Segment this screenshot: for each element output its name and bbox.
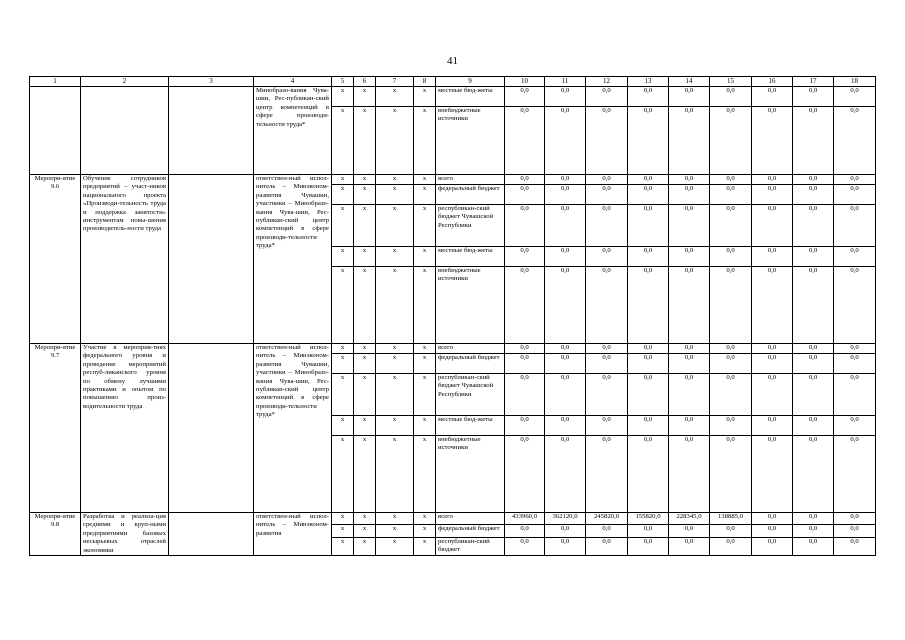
value-cell: 0,0 xyxy=(669,374,710,416)
value-cell: 0,0 xyxy=(628,247,669,267)
value-cell: 0,0 xyxy=(505,525,545,537)
mark-cell: x xyxy=(414,416,436,436)
measure-code-empty xyxy=(30,87,81,175)
value-cell: 0,0 xyxy=(669,416,710,436)
value-cell: 0,0 xyxy=(752,354,793,374)
value-cell: 0,0 xyxy=(505,344,545,354)
value-cell: 0,0 xyxy=(545,537,586,555)
value-cell: 0,0 xyxy=(752,537,793,555)
value-cell: 0,0 xyxy=(834,374,876,416)
mark-cell: x xyxy=(332,205,354,247)
page-number: 41 xyxy=(447,55,458,67)
value-cell: 0,0 xyxy=(752,344,793,354)
funding-source: республикан-ский бюджет Чувашской Республики xyxy=(436,205,505,247)
value-cell: 0,0 xyxy=(586,344,628,354)
value-cell: 0,0 xyxy=(752,87,793,107)
value-cell: 0,0 xyxy=(669,267,710,344)
column-number-11: 11 xyxy=(545,77,586,87)
funding-source: внебюджетные источники xyxy=(436,436,505,513)
mark-cell: x xyxy=(354,107,376,175)
column-number-1: 1 xyxy=(30,77,81,87)
value-cell: 0,0 xyxy=(669,107,710,175)
value-cell: 0,0 xyxy=(793,107,834,175)
value-cell: 0,0 xyxy=(586,436,628,513)
value-cell: 0,0 xyxy=(505,416,545,436)
column-number-2: 2 xyxy=(81,77,169,87)
mark-cell: x xyxy=(376,344,414,354)
value-cell: 0,0 xyxy=(505,354,545,374)
budget-table-sheet xyxy=(29,76,866,556)
funding-source: местные бюд-жеты xyxy=(436,416,505,436)
value-cell: 0,0 xyxy=(793,537,834,555)
value-cell: 0,0 xyxy=(752,513,793,525)
value-cell: 0,0 xyxy=(545,107,586,175)
table-row xyxy=(30,87,876,107)
value-cell: 0,0 xyxy=(710,87,752,107)
mark-cell: x xyxy=(354,374,376,416)
mark-cell: x xyxy=(376,205,414,247)
value-cell: 0,0 xyxy=(793,344,834,354)
value-cell: 0,0 xyxy=(545,436,586,513)
funding-source: республикан-ский бюджет Чувашской Республики xyxy=(436,374,505,416)
mark-cell: x xyxy=(414,267,436,344)
value-cell: 0,0 xyxy=(834,354,876,374)
value-cell: 0,0 xyxy=(669,525,710,537)
mark-cell: x xyxy=(414,175,436,185)
value-cell: 0,0 xyxy=(628,416,669,436)
value-cell: 0,0 xyxy=(505,247,545,267)
value-cell: 0,0 xyxy=(710,537,752,555)
mark-cell: x xyxy=(414,374,436,416)
mark-cell: x xyxy=(332,354,354,374)
mark-cell: x xyxy=(414,107,436,175)
mark-cell: x xyxy=(354,87,376,107)
column-3-empty xyxy=(169,344,254,513)
value-cell: 0,0 xyxy=(505,87,545,107)
value-cell: 228345,0 xyxy=(669,513,710,525)
value-cell: 0,0 xyxy=(545,205,586,247)
value-cell: 0,0 xyxy=(752,247,793,267)
mark-cell: x xyxy=(354,513,376,525)
value-cell: 0,0 xyxy=(793,87,834,107)
mark-cell: x xyxy=(414,185,436,205)
value-cell: 0,0 xyxy=(545,525,586,537)
funding-source: всего xyxy=(436,344,505,354)
funding-source: федеральный бюджет xyxy=(436,525,505,537)
value-cell: 0,0 xyxy=(752,436,793,513)
table-row xyxy=(30,513,876,525)
measure-code: Меропри-ятие 9.6 xyxy=(30,175,81,344)
value-cell: 0,0 xyxy=(505,107,545,175)
value-cell: 0,0 xyxy=(545,175,586,185)
value-cell: 0,0 xyxy=(669,537,710,555)
value-cell: 0,0 xyxy=(710,354,752,374)
responsible-executor: ответствен-ный испол-нитель – Минэконом-развития Чувашии, участники – Минобразо-вания Чува-шии, Рес-публикан-ский центр компетенций в сфере производи-тельности труда* xyxy=(254,175,332,344)
value-cell: 0,0 xyxy=(834,344,876,354)
column-number-15: 15 xyxy=(710,77,752,87)
mark-cell: x xyxy=(376,436,414,513)
mark-cell: x xyxy=(354,205,376,247)
funding-source: местные бюд-жеты xyxy=(436,87,505,107)
column-number-3: 3 xyxy=(169,77,254,87)
measure-description: Участие в мероприя-тиях федерального уровня и проведение мероприятий респуб-ликанского уровня по обмену лучшими практиками и опытом по повышению произ-водительности труда xyxy=(81,344,169,513)
value-cell: 0,0 xyxy=(545,87,586,107)
value-cell: 0,0 xyxy=(669,175,710,185)
value-cell: 0,0 xyxy=(628,205,669,247)
column-3-empty xyxy=(169,175,254,344)
value-cell: 0,0 xyxy=(628,354,669,374)
column-number-8: 8 xyxy=(414,77,436,87)
value-cell: 0,0 xyxy=(586,87,628,107)
mark-cell: x xyxy=(376,525,414,537)
mark-cell: x xyxy=(354,185,376,205)
mark-cell: x xyxy=(354,354,376,374)
value-cell: 0,0 xyxy=(505,374,545,416)
value-cell: 0,0 xyxy=(793,354,834,374)
value-cell: 0,0 xyxy=(834,525,876,537)
value-cell: 0,0 xyxy=(710,436,752,513)
column-number-12: 12 xyxy=(586,77,628,87)
mark-cell: x xyxy=(332,436,354,513)
mark-cell: x xyxy=(414,513,436,525)
column-3-empty xyxy=(169,513,254,556)
mark-cell: x xyxy=(332,416,354,436)
funding-source: местные бюд-жеты xyxy=(436,247,505,267)
value-cell: 0,0 xyxy=(586,416,628,436)
table-row xyxy=(30,344,876,354)
value-cell: 0,0 xyxy=(752,185,793,205)
mark-cell: x xyxy=(414,344,436,354)
value-cell: 0,0 xyxy=(586,354,628,374)
value-cell: 0,0 xyxy=(834,205,876,247)
value-cell: 0,0 xyxy=(545,374,586,416)
value-cell: 245820,0 xyxy=(586,513,628,525)
column-3-empty xyxy=(169,87,254,175)
value-cell: 0,0 xyxy=(752,416,793,436)
column-number-10: 10 xyxy=(505,77,545,87)
responsible-executor: ответствен-ный испол-нитель – Минэконом-развития Чувашии, участники – Минобразо-вания Чува-шии, Рес-публикан-ский центр компетенций в сфере производи-тельности труда* xyxy=(254,344,332,513)
mark-cell: x xyxy=(332,537,354,555)
responsible-executor: ответствен-ный испол-нитель – Минэконом-развития xyxy=(254,513,332,556)
value-cell: 433960,0 xyxy=(505,513,545,525)
mark-cell: x xyxy=(414,436,436,513)
mark-cell: x xyxy=(414,247,436,267)
mark-cell: x xyxy=(376,374,414,416)
value-cell: 362120,0 xyxy=(545,513,586,525)
value-cell: 0,0 xyxy=(505,436,545,513)
measure-code: Меропри-ятие 9.8 xyxy=(30,513,81,556)
column-number-17: 17 xyxy=(793,77,834,87)
column-number-18: 18 xyxy=(834,77,876,87)
value-cell: 0,0 xyxy=(628,436,669,513)
value-cell: 0,0 xyxy=(586,107,628,175)
value-cell: 0,0 xyxy=(669,205,710,247)
measure-description-empty xyxy=(81,87,169,175)
value-cell: 0,0 xyxy=(628,374,669,416)
value-cell: 0,0 xyxy=(628,87,669,107)
value-cell: 0,0 xyxy=(752,175,793,185)
value-cell: 0,0 xyxy=(505,205,545,247)
value-cell: 0,0 xyxy=(545,185,586,205)
value-cell: 0,0 xyxy=(834,537,876,555)
mark-cell: x xyxy=(376,185,414,205)
value-cell: 0,0 xyxy=(793,205,834,247)
mark-cell: x xyxy=(414,537,436,555)
value-cell: 0,0 xyxy=(628,175,669,185)
value-cell: 0,0 xyxy=(752,205,793,247)
mark-cell: x xyxy=(332,267,354,344)
value-cell: 0,0 xyxy=(505,537,545,555)
mark-cell: x xyxy=(354,344,376,354)
mark-cell: x xyxy=(376,416,414,436)
value-cell: 0,0 xyxy=(834,185,876,205)
value-cell: 155820,0 xyxy=(628,513,669,525)
value-cell: 0,0 xyxy=(834,87,876,107)
value-cell: 0,0 xyxy=(710,525,752,537)
mark-cell: x xyxy=(376,267,414,344)
mark-cell: x xyxy=(332,175,354,185)
measure-code: Меропри-ятие 9.7 xyxy=(30,344,81,513)
mark-cell: x xyxy=(332,185,354,205)
column-number-13: 13 xyxy=(628,77,669,87)
column-number-7: 7 xyxy=(376,77,414,87)
value-cell: 0,0 xyxy=(669,344,710,354)
value-cell: 0,0 xyxy=(545,416,586,436)
value-cell: 0,0 xyxy=(505,175,545,185)
mark-cell: x xyxy=(414,525,436,537)
value-cell: 0,0 xyxy=(628,344,669,354)
value-cell: 0,0 xyxy=(669,87,710,107)
funding-source: внебюджетные источники xyxy=(436,267,505,344)
mark-cell: x xyxy=(354,175,376,185)
column-number-4: 4 xyxy=(254,77,332,87)
column-number-row xyxy=(30,77,876,87)
funding-source: внебюджетные источники xyxy=(436,107,505,175)
measure-description: Разработка и реализа-ция средними и круп-ными предприятиями базовых несырьевых отраслей экономики xyxy=(81,513,169,556)
mark-cell: x xyxy=(332,107,354,175)
value-cell: 0,0 xyxy=(545,354,586,374)
mark-cell: x xyxy=(354,525,376,537)
measure-description: Обучение сотрудников предприятий – участ-ников национального проекта «Производи-тельность труда и поддержка занятости» инструментам повы-шения производитель-ности труда xyxy=(81,175,169,344)
value-cell: 0,0 xyxy=(834,513,876,525)
value-cell: 0,0 xyxy=(793,436,834,513)
responsible-executor: Минобразо-вания Чува-шии, Рес-публикан-ский центр компетенций в сфере производи-тельности труда* xyxy=(254,87,332,175)
value-cell: 0,0 xyxy=(586,185,628,205)
value-cell: 0,0 xyxy=(793,247,834,267)
mark-cell: x xyxy=(332,374,354,416)
mark-cell: x xyxy=(332,525,354,537)
mark-cell: x xyxy=(354,537,376,555)
column-number-16: 16 xyxy=(752,77,793,87)
value-cell: 0,0 xyxy=(710,205,752,247)
column-number-9: 9 xyxy=(436,77,505,87)
mark-cell: x xyxy=(376,107,414,175)
value-cell: 0,0 xyxy=(586,525,628,537)
value-cell: 0,0 xyxy=(793,175,834,185)
value-cell: 0,0 xyxy=(628,537,669,555)
value-cell: 138885,0 xyxy=(710,513,752,525)
column-number-5: 5 xyxy=(332,77,354,87)
value-cell: 0,0 xyxy=(586,537,628,555)
value-cell: 0,0 xyxy=(793,185,834,205)
value-cell: 0,0 xyxy=(834,107,876,175)
value-cell: 0,0 xyxy=(793,267,834,344)
table-row xyxy=(30,175,876,185)
value-cell: 0,0 xyxy=(834,436,876,513)
value-cell: 0,0 xyxy=(834,175,876,185)
value-cell: 0,0 xyxy=(793,525,834,537)
budget-table xyxy=(29,76,876,556)
mark-cell: x xyxy=(414,87,436,107)
value-cell: 0,0 xyxy=(669,185,710,205)
funding-source: федеральный бюджет xyxy=(436,354,505,374)
mark-cell: x xyxy=(354,247,376,267)
mark-cell: x xyxy=(354,267,376,344)
mark-cell: x xyxy=(376,537,414,555)
mark-cell: x xyxy=(332,247,354,267)
mark-cell: x xyxy=(332,87,354,107)
value-cell: 0,0 xyxy=(505,185,545,205)
funding-source: федеральный бюджет xyxy=(436,185,505,205)
value-cell: 0,0 xyxy=(752,107,793,175)
value-cell: 0,0 xyxy=(710,107,752,175)
funding-source: всего xyxy=(436,513,505,525)
value-cell: 0,0 xyxy=(793,513,834,525)
value-cell: 0,0 xyxy=(669,247,710,267)
mark-cell: x xyxy=(376,175,414,185)
value-cell: 0,0 xyxy=(628,267,669,344)
value-cell: 0,0 xyxy=(710,267,752,344)
value-cell: 0,0 xyxy=(586,374,628,416)
value-cell: 0,0 xyxy=(752,525,793,537)
column-number-6: 6 xyxy=(354,77,376,87)
mark-cell: x xyxy=(332,513,354,525)
mark-cell: x xyxy=(376,354,414,374)
mark-cell: x xyxy=(332,344,354,354)
value-cell: 0,0 xyxy=(752,267,793,344)
mark-cell: x xyxy=(376,513,414,525)
value-cell: 0,0 xyxy=(586,247,628,267)
funding-source: республикан-ский бюджет xyxy=(436,537,505,555)
value-cell: 0,0 xyxy=(669,436,710,513)
value-cell: 0,0 xyxy=(710,175,752,185)
value-cell: 0,0 xyxy=(628,525,669,537)
mark-cell: x xyxy=(354,416,376,436)
value-cell: 0,0 xyxy=(710,185,752,205)
value-cell: 0,0 xyxy=(834,247,876,267)
value-cell: 0,0 xyxy=(669,354,710,374)
value-cell: 0,0 xyxy=(586,205,628,247)
funding-source: всего xyxy=(436,175,505,185)
mark-cell: x xyxy=(376,87,414,107)
value-cell: 0,0 xyxy=(834,416,876,436)
value-cell: 0,0 xyxy=(834,267,876,344)
value-cell: 0,0 xyxy=(710,247,752,267)
column-number-14: 14 xyxy=(669,77,710,87)
value-cell: 0,0 xyxy=(793,374,834,416)
value-cell: 0,0 xyxy=(545,247,586,267)
value-cell: 0,0 xyxy=(710,374,752,416)
value-cell: 0,0 xyxy=(710,344,752,354)
value-cell: 0,0 xyxy=(545,344,586,354)
value-cell: 0,0 xyxy=(586,175,628,185)
value-cell: 0,0 xyxy=(628,107,669,175)
value-cell: 0,0 xyxy=(505,267,545,344)
value-cell: 0,0 xyxy=(793,416,834,436)
value-cell: 0,0 xyxy=(545,267,586,344)
mark-cell: x xyxy=(376,247,414,267)
value-cell: 0,0 xyxy=(586,267,628,344)
value-cell: 0,0 xyxy=(710,416,752,436)
mark-cell: x xyxy=(414,354,436,374)
value-cell: 0,0 xyxy=(628,185,669,205)
value-cell: 0,0 xyxy=(752,374,793,416)
mark-cell: x xyxy=(414,205,436,247)
mark-cell: x xyxy=(354,436,376,513)
